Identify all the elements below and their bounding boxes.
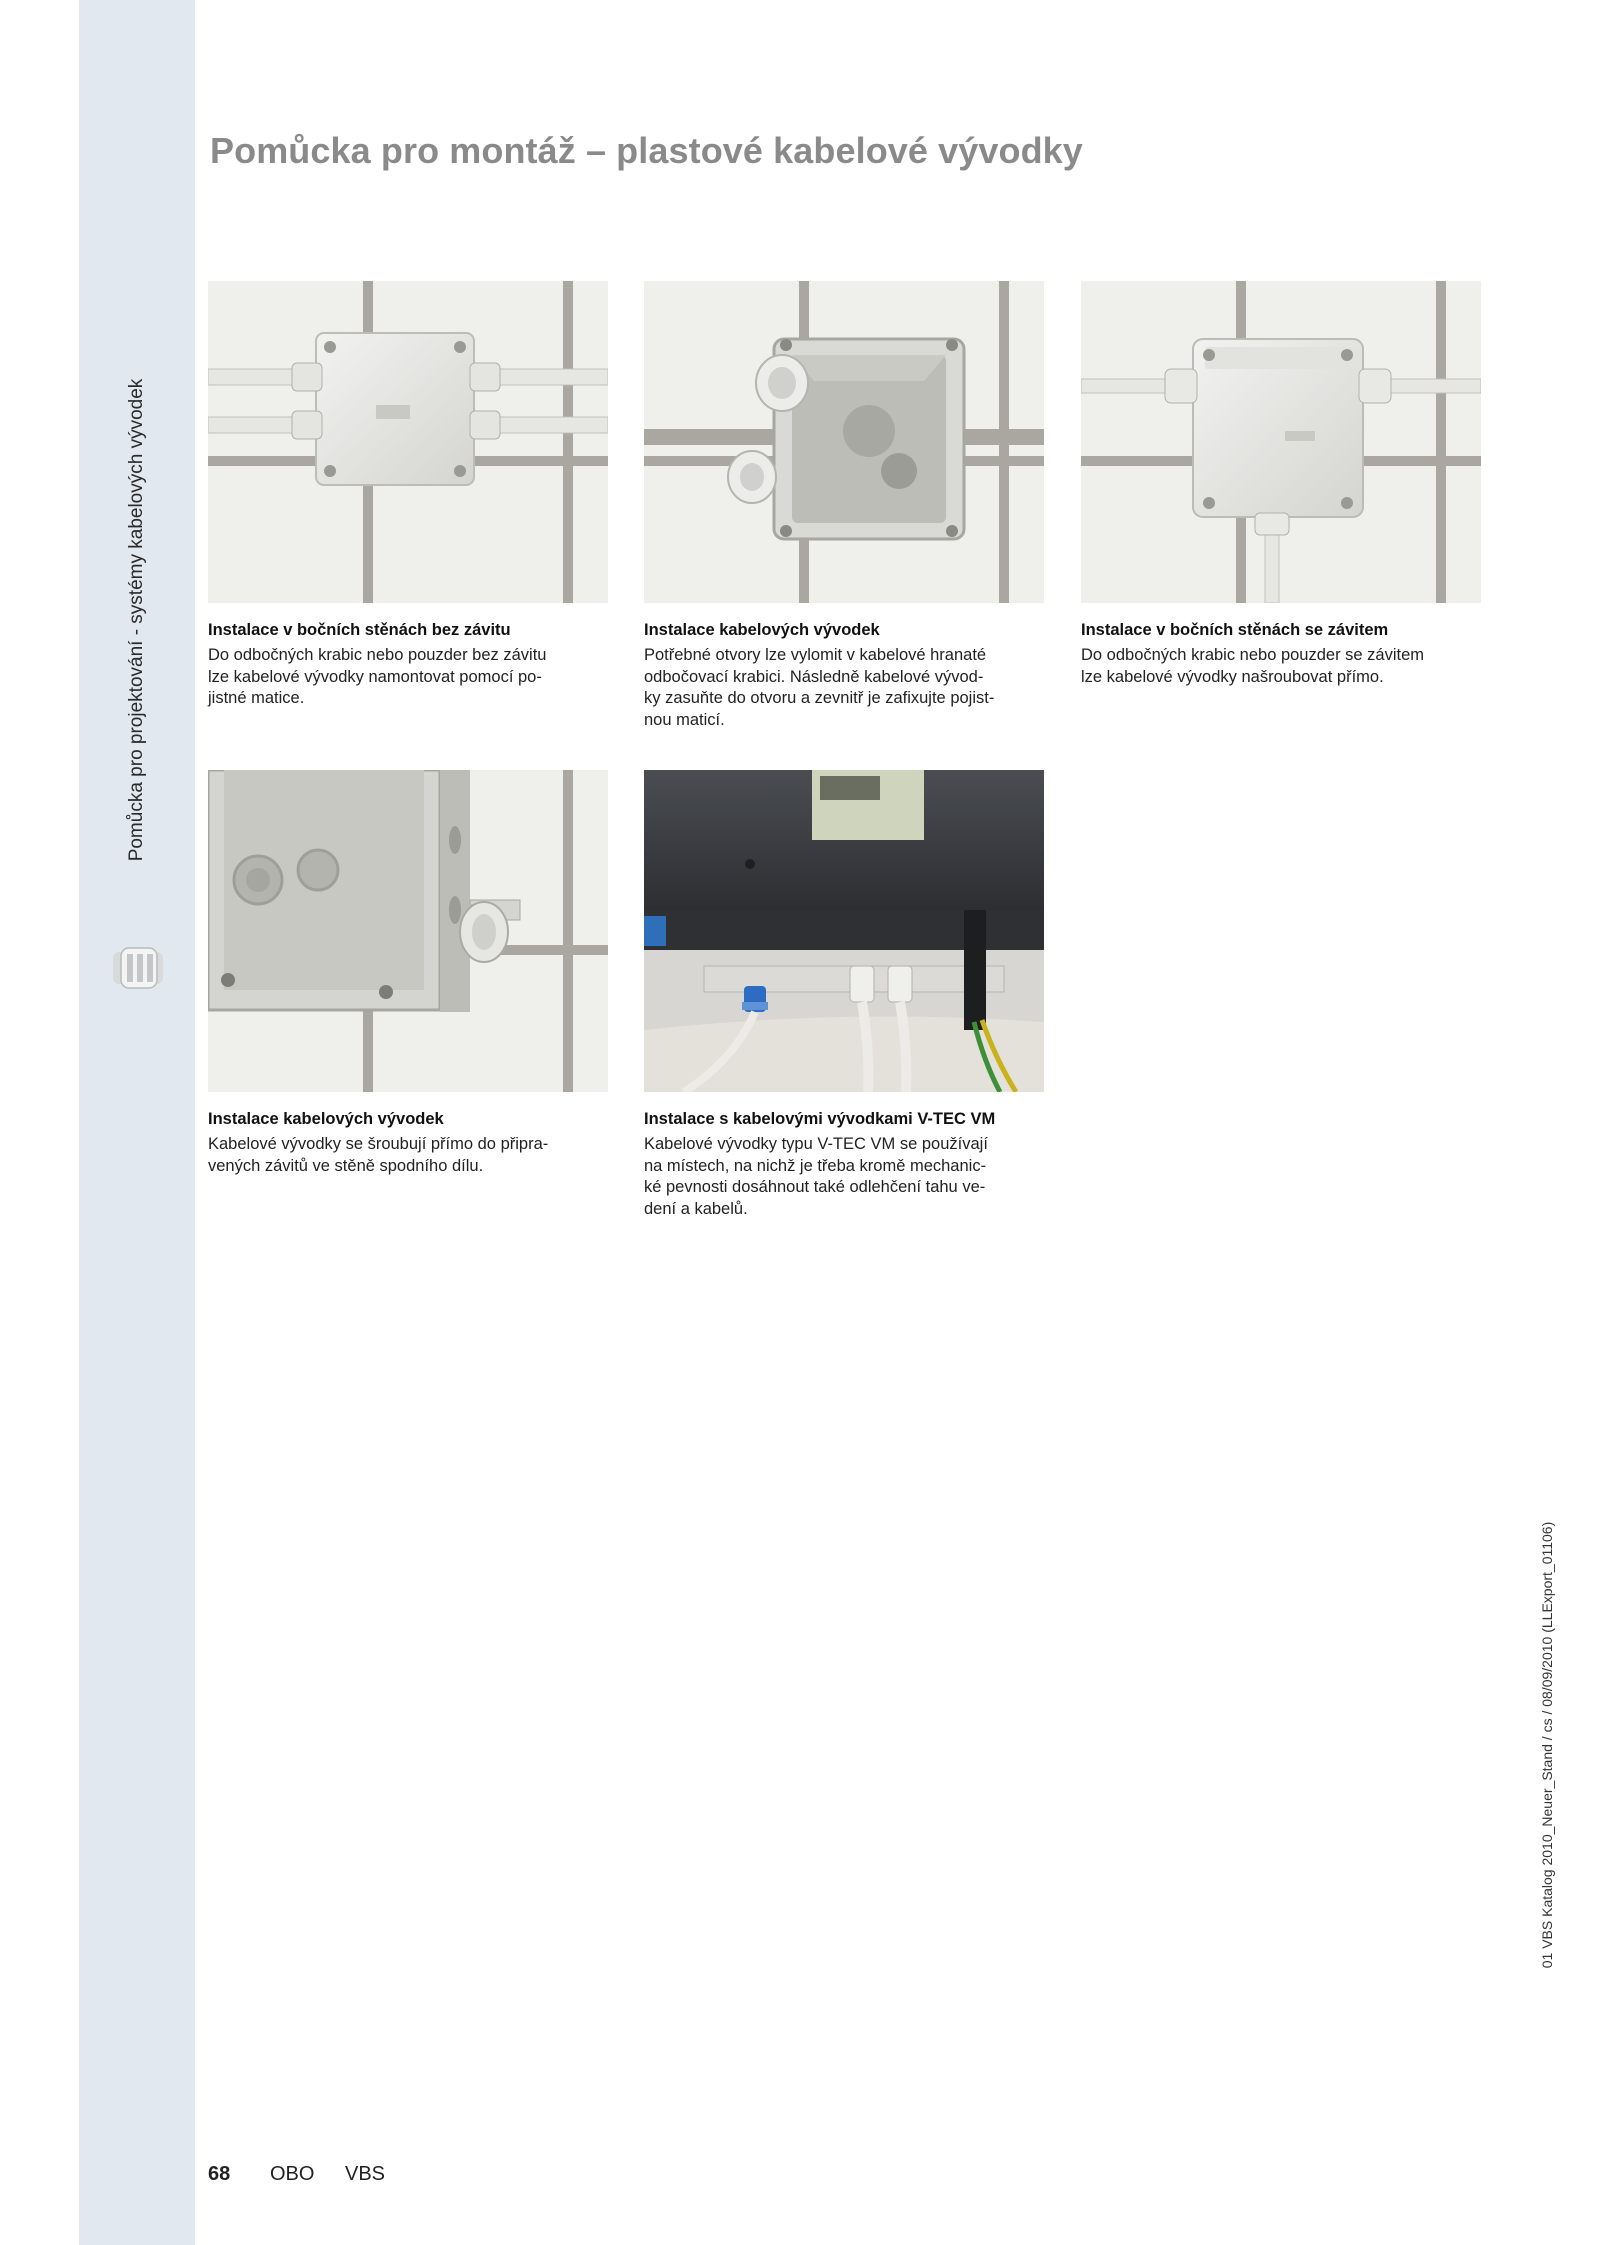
footer-series: VBS <box>345 2163 386 2185</box>
page-title: Pomůcka pro montáž – plastové kabelové vývodky <box>210 130 1083 171</box>
card-side-walls-with-thread <box>1081 281 1481 688</box>
card-installing-glands <box>644 281 1044 731</box>
card-title: Instalace v bočních stěnách bez závitu <box>208 621 511 639</box>
card-description <box>644 645 1044 731</box>
card-description <box>644 1134 1044 1220</box>
card-title: Instalace kabelových vývodek <box>644 621 880 639</box>
card-line: lze kabelové vývodky namontovat pomocí po- <box>208 667 542 686</box>
card-line: ké pevnosti dosáhnout také odlehčení tahu ve- <box>644 1178 986 1196</box>
photo-junction-box-conduits <box>208 281 608 603</box>
card-line: nou maticí. <box>644 710 725 729</box>
card-line: Kabelové vývodky se šroubují přímo do připra- <box>208 1135 549 1153</box>
card-line: na místech, na nichž je třeba kromě mechanic- <box>644 1156 987 1175</box>
card-description <box>1081 645 1481 688</box>
card-description <box>208 645 608 710</box>
card-line: Kabelové vývodky typu V-TEC VM se používají <box>644 1135 988 1153</box>
cable-gland-thumbnail-icon <box>111 942 167 992</box>
card-line: ky zasuňte do otvoru a zevnitř je zafixujte pojist- <box>644 689 995 707</box>
card-title: Instalace v bočních stěnách se závitem <box>1081 621 1389 639</box>
card-description <box>208 1134 608 1177</box>
sidebar-band <box>79 0 195 2245</box>
footer-brand: OBO <box>270 2163 315 2185</box>
card-line: lze kabelové vývodky našroubovat přímo. <box>1081 667 1384 686</box>
photo-threaded-junction-box <box>1081 281 1481 603</box>
card-line: Potřebné otvory lze vylomit v kabelové hranaté <box>644 646 987 664</box>
catalog-edge-note: 01 VBS Katalog 2010_Neuer_Stand / cs / 08/09/2010 (LLExport_01106) <box>1539 1521 1555 1969</box>
photo-v-tec-vm-device <box>644 770 1044 1092</box>
photo-open-box-with-knockouts <box>644 281 1044 603</box>
photo-box-threaded-holes <box>208 770 608 1092</box>
card-screwed-into-bottom-part <box>208 770 608 1177</box>
card-title: Instalace kabelových vývodek <box>208 1110 444 1128</box>
card-line: jistné matice. <box>208 689 305 707</box>
card-v-tec-vm <box>644 770 1044 1220</box>
page-number: 68 <box>208 2163 231 2185</box>
card-line: Do odbočných krabic nebo pouzder se závitem <box>1081 646 1425 664</box>
card-line: odbočovací krabici. Následně kabelové vývod- <box>644 667 984 686</box>
card-side-walls-without-thread <box>208 281 608 710</box>
card-line: dení a kabelů. <box>644 1199 748 1218</box>
card-line: vených závitů ve stěně spodního dílu. <box>208 1156 484 1175</box>
card-line: Do odbočných krabic nebo pouzder bez závitu <box>208 646 547 664</box>
sidebar-section-label: Pomůcka pro projektování - systémy kabelových vývodek <box>126 378 147 862</box>
card-title: Instalace s kabelovými vývodkami V-TEC VM <box>644 1110 996 1128</box>
